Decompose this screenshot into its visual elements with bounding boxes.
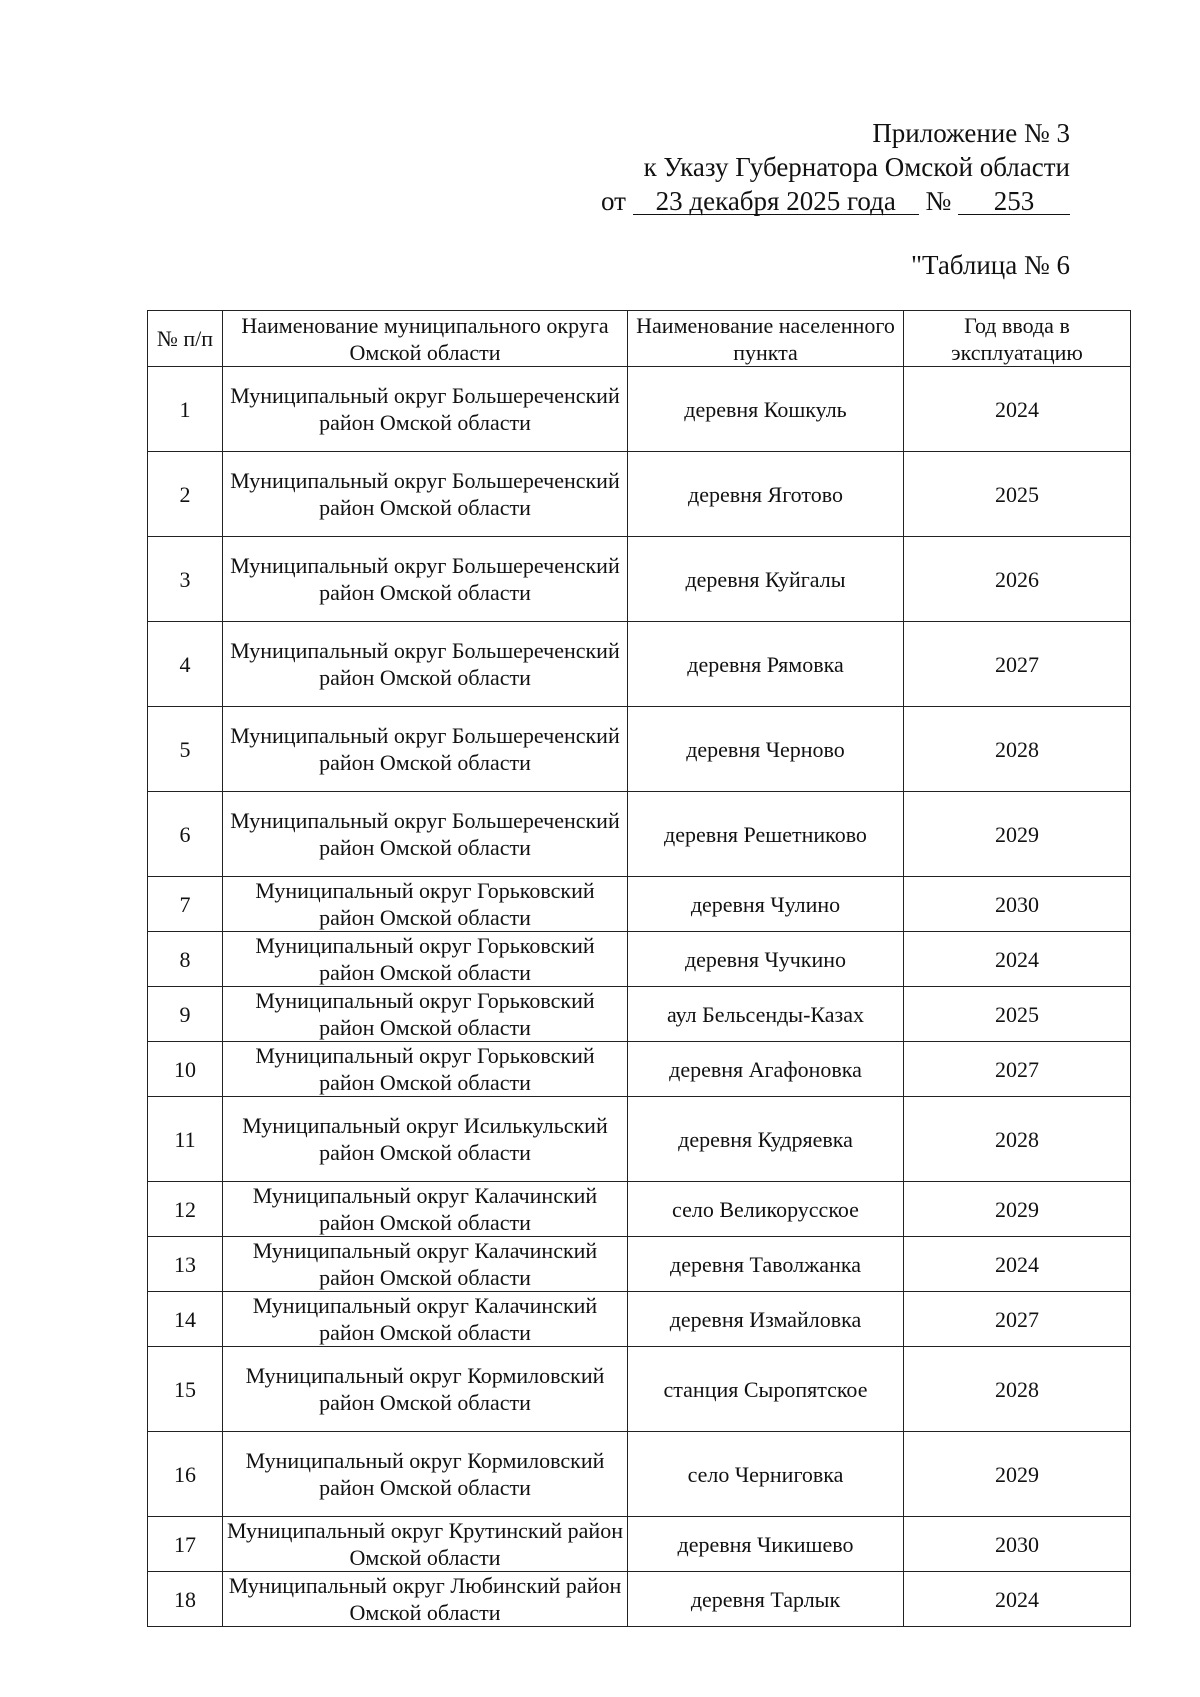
row-year: 2024	[904, 1572, 1131, 1627]
row-number: 13	[148, 1237, 223, 1292]
row-number: 3	[148, 537, 223, 622]
row-district: Муниципальный округ Горьковский район Омской области	[223, 877, 628, 932]
row-district: Муниципальный округ Горьковский район Омской области	[223, 987, 628, 1042]
table-row	[148, 367, 1131, 452]
row-district: Муниципальный округ Калачинский район Омской области	[223, 1182, 628, 1237]
row-year: 2029	[904, 1182, 1131, 1237]
row-number: 18	[148, 1572, 223, 1627]
row-settlement: деревня Измайловка	[628, 1292, 904, 1347]
column-header-settlement: Наименование населенного пункта	[628, 311, 904, 367]
row-year: 2027	[904, 1292, 1131, 1347]
row-settlement: деревня Рямовка	[628, 622, 904, 707]
row-settlement: деревня Тарлык	[628, 1572, 904, 1627]
row-settlement: деревня Яготово	[628, 452, 904, 537]
table-row	[148, 537, 1131, 622]
row-number: 6	[148, 792, 223, 877]
row-number: 9	[148, 987, 223, 1042]
table-row	[148, 1432, 1131, 1517]
row-number: 1	[148, 367, 223, 452]
row-number: 4	[148, 622, 223, 707]
table-caption: "Таблица № 6	[910, 250, 1070, 280]
row-settlement: деревня Кудряевка	[628, 1097, 904, 1182]
column-header-number: № п/п	[148, 311, 223, 367]
row-settlement: деревня Чучкино	[628, 932, 904, 987]
row-year: 2029	[904, 792, 1131, 877]
table-row	[148, 1042, 1131, 1097]
table-row	[148, 452, 1131, 537]
settlements-table	[147, 310, 1131, 1627]
table-row	[148, 877, 1131, 932]
decree-date-line	[601, 184, 1070, 218]
decree-number: 253	[958, 188, 1070, 215]
row-year: 2024	[904, 1237, 1131, 1292]
row-year: 2027	[904, 622, 1131, 707]
row-year: 2028	[904, 1347, 1131, 1432]
row-settlement: аул Бельсенды-Казах	[628, 987, 904, 1042]
row-year: 2030	[904, 1517, 1131, 1572]
document-header	[601, 116, 1070, 218]
decree-date: 23 декабря 2025 года	[633, 188, 919, 215]
number-sign: №	[925, 186, 952, 216]
column-header-year: Год ввода в эксплуатацию	[904, 311, 1131, 367]
row-settlement: деревня Куйгалы	[628, 537, 904, 622]
decree-reference: к Указу Губернатора Омской области	[643, 152, 1070, 182]
table-row	[148, 987, 1131, 1042]
row-year: 2025	[904, 452, 1131, 537]
row-number: 11	[148, 1097, 223, 1182]
table-row	[148, 622, 1131, 707]
appendix-number: Приложение № 3	[872, 118, 1070, 148]
row-year: 2024	[904, 932, 1131, 987]
row-year: 2024	[904, 367, 1131, 452]
row-number: 8	[148, 932, 223, 987]
row-number: 7	[148, 877, 223, 932]
row-district: Муниципальный округ Кормиловский район Омской области	[223, 1347, 628, 1432]
row-district: Муниципальный округ Калачинский район Омской области	[223, 1237, 628, 1292]
row-year: 2027	[904, 1042, 1131, 1097]
table-row	[148, 1182, 1131, 1237]
date-prefix: от	[601, 186, 626, 216]
table-row	[148, 1097, 1131, 1182]
row-district: Муниципальный округ Любинский район Омской области	[223, 1572, 628, 1627]
row-district: Муниципальный округ Крутинский район Омской области	[223, 1517, 628, 1572]
table-row	[148, 1347, 1131, 1432]
row-year: 2029	[904, 1432, 1131, 1517]
table-header-row	[148, 311, 1131, 367]
row-number: 15	[148, 1347, 223, 1432]
table-row	[148, 1292, 1131, 1347]
row-year: 2025	[904, 987, 1131, 1042]
table-row	[148, 932, 1131, 987]
row-district: Муниципальный округ Горьковский район Омской области	[223, 932, 628, 987]
table-row	[148, 1572, 1131, 1627]
row-number: 17	[148, 1517, 223, 1572]
row-year: 2028	[904, 1097, 1131, 1182]
row-district: Муниципальный округ Исилькульский район Омской области	[223, 1097, 628, 1182]
row-settlement: деревня Черново	[628, 707, 904, 792]
row-number: 10	[148, 1042, 223, 1097]
row-district: Муниципальный округ Большереченский район Омской области	[223, 367, 628, 452]
row-settlement: деревня Чулино	[628, 877, 904, 932]
row-district: Муниципальный округ Калачинский район Омской области	[223, 1292, 628, 1347]
row-settlement: деревня Таволжанка	[628, 1237, 904, 1292]
row-year: 2030	[904, 877, 1131, 932]
row-district: Муниципальный округ Большереченский район Омской области	[223, 707, 628, 792]
row-district: Муниципальный округ Большереченский район Омской области	[223, 452, 628, 537]
table-row	[148, 707, 1131, 792]
row-year: 2028	[904, 707, 1131, 792]
row-district: Муниципальный округ Большереченский район Омской области	[223, 792, 628, 877]
row-district: Муниципальный округ Кормиловский район Омской области	[223, 1432, 628, 1517]
row-settlement: деревня Кошкуль	[628, 367, 904, 452]
row-settlement: станция Сыропятское	[628, 1347, 904, 1432]
row-year: 2026	[904, 537, 1131, 622]
column-header-district: Наименование муниципального округа Омской области	[223, 311, 628, 367]
row-settlement: деревня Агафоновка	[628, 1042, 904, 1097]
row-settlement: село Черниговка	[628, 1432, 904, 1517]
row-number: 5	[148, 707, 223, 792]
row-number: 12	[148, 1182, 223, 1237]
row-district: Муниципальный округ Большереченский район Омской области	[223, 622, 628, 707]
table-row	[148, 1237, 1131, 1292]
table-row	[148, 1517, 1131, 1572]
row-district: Муниципальный округ Большереченский район Омской области	[223, 537, 628, 622]
row-settlement: деревня Решетниково	[628, 792, 904, 877]
row-number: 16	[148, 1432, 223, 1517]
row-settlement: деревня Чикишево	[628, 1517, 904, 1572]
row-number: 2	[148, 452, 223, 537]
row-settlement: село Великорусское	[628, 1182, 904, 1237]
table-row	[148, 792, 1131, 877]
row-district: Муниципальный округ Горьковский район Омской области	[223, 1042, 628, 1097]
row-number: 14	[148, 1292, 223, 1347]
